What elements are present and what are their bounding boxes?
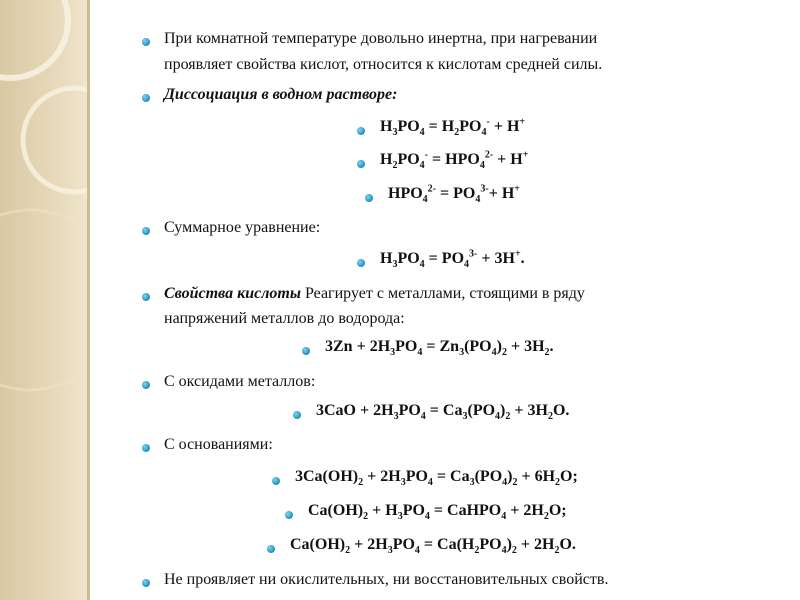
intro-line-1: При комнатной температуре довольно инертна, при нагревании xyxy=(164,30,598,47)
bullet xyxy=(285,511,293,519)
bullet xyxy=(142,227,150,235)
intro-line-2: проявляет свойства кислот, относится к кислотам средней силы. xyxy=(164,56,603,73)
bullet xyxy=(142,381,150,389)
equation-metals: $3Zn + 2H_3PO_4 = Zn_3(PO_4)_2 + 3H_2$. xyxy=(325,338,554,359)
dissociation-heading: Диссоциация в водном растворе: xyxy=(164,86,398,103)
final-note: Не проявляет ни окислительных, ни восстановительных свойств. xyxy=(164,571,609,588)
summary-label: Суммарное уравнение: xyxy=(164,219,321,236)
equation-oxides: $3CaO + 2H_3PO_4 = Ca_3(PO_4)_2 + 3H_2O$. xyxy=(316,402,570,423)
bullet xyxy=(357,160,365,168)
bases-label: С основаниями: xyxy=(164,436,273,453)
equation-bases-3: $Ca(OH)_2 + 2H_3PO_4 = Ca(H_2PO_4)_2 + 2H_2O$. xyxy=(290,536,576,557)
oxides-label: С оксидами металлов: xyxy=(164,373,316,390)
bullet xyxy=(267,545,275,553)
bullet xyxy=(365,194,373,202)
decorative-circles xyxy=(0,0,90,600)
equation-bases-2: $Ca(OH)_2 + H_3PO_4$ = CaHPO$_4$ + $2H_2O$; xyxy=(308,502,567,523)
bullet xyxy=(142,293,150,301)
bullet xyxy=(142,94,150,102)
acid-properties-line-2: напряжений металлов до водорода: xyxy=(164,310,405,327)
bullet xyxy=(142,444,150,452)
equation-summary: $H_3PO_4 = PO_4^{3-} + 3H^+$. xyxy=(380,248,525,271)
bullet xyxy=(142,579,150,587)
equation-bases-1: $3Ca(OH)_2 + 2H_3PO_4 = Ca_3(PO_4)_2 + 6H_2O$; xyxy=(295,468,578,489)
bullet xyxy=(293,411,301,419)
equation-1: $H_3PO_4 = H_2PO_4^- + H^+$ xyxy=(380,116,526,139)
acid-properties-line-1: Свойства кислоты Реагирует с металлами, стоящими в ряду xyxy=(164,285,585,302)
bullet xyxy=(272,477,280,485)
bullet xyxy=(357,127,365,135)
bullet xyxy=(302,347,310,355)
bullet xyxy=(357,259,365,267)
equation-2: $H_2PO_4^- = HPO_4^{2-} + H^+$ xyxy=(380,149,529,172)
decorative-side-panel xyxy=(0,0,90,600)
bullet xyxy=(142,38,150,46)
equation-3: $HPO_4^{2-} = PO_4^{3-}+ H^+$ xyxy=(388,183,520,206)
